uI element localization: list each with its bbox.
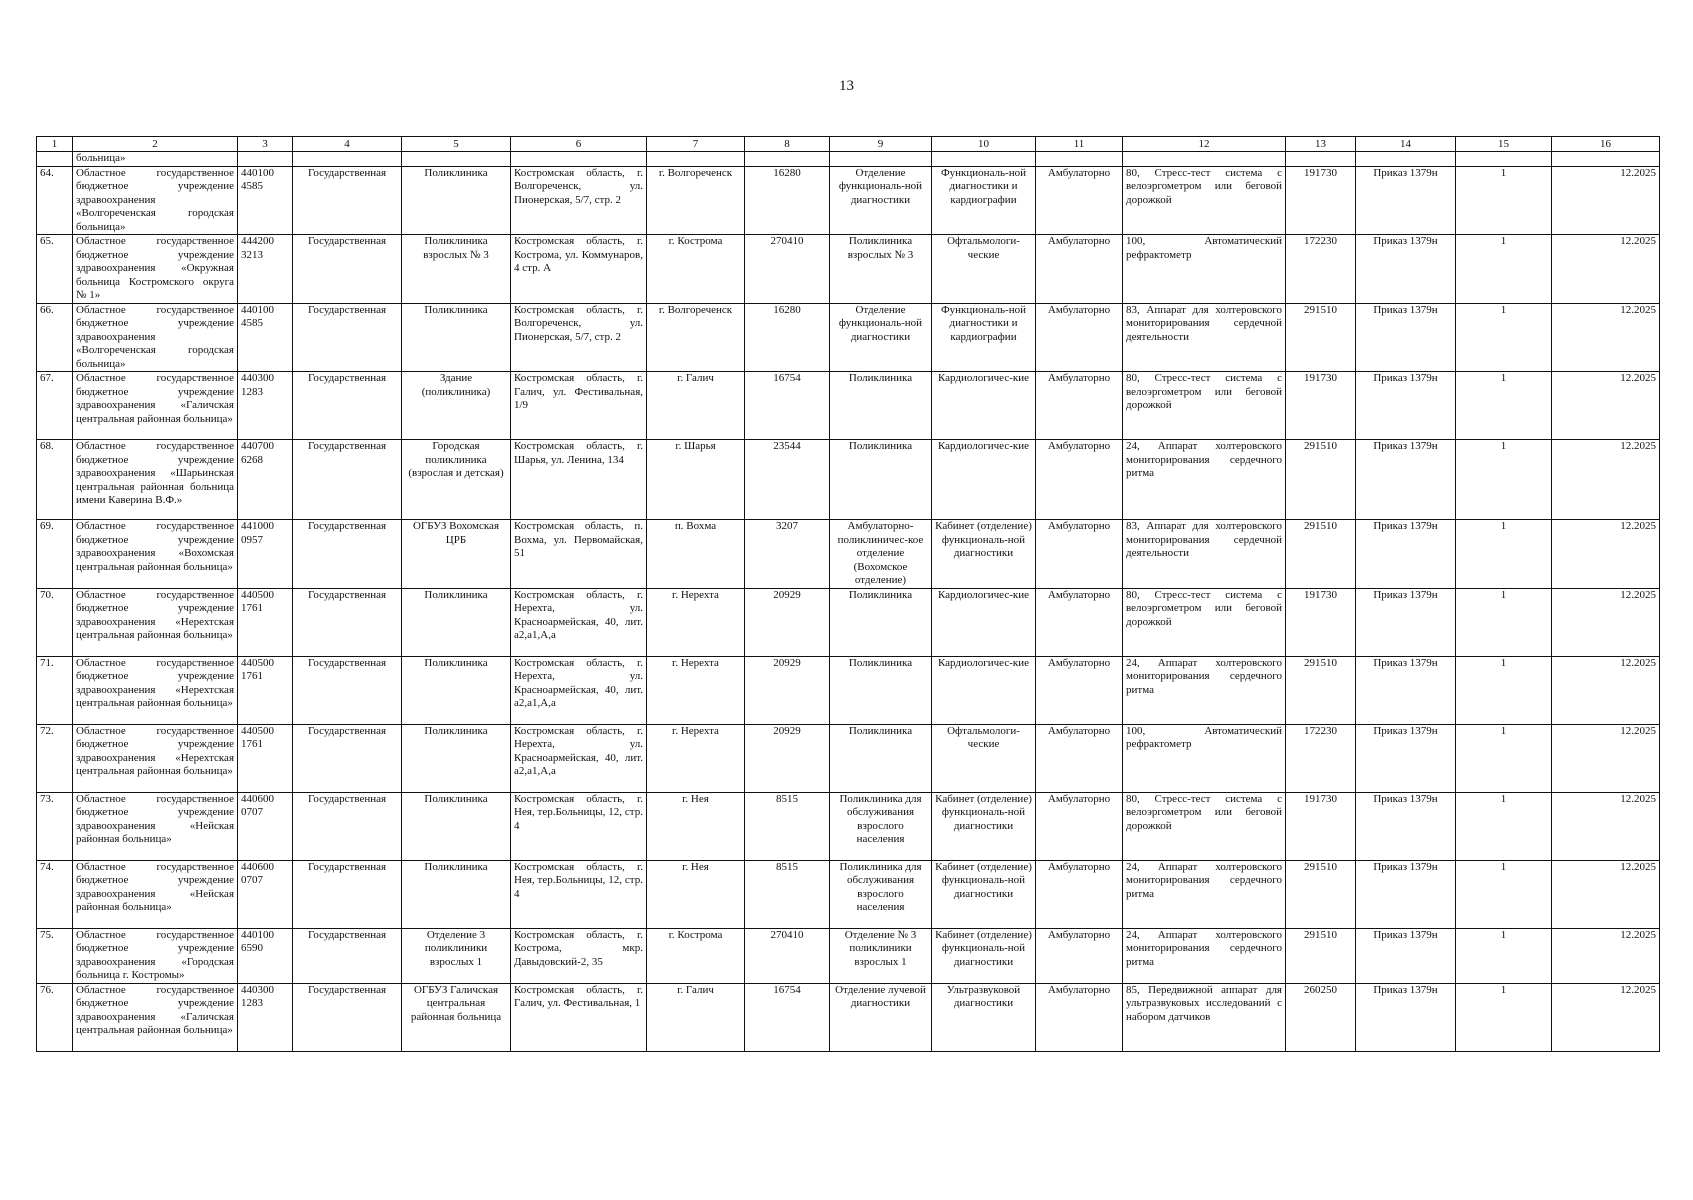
facility-unit: Поликлиника (402, 588, 511, 656)
settlement: г. Кострома (647, 235, 745, 304)
inn-code: 440600 0707 (238, 792, 293, 860)
facility-unit: Поликлиника (402, 860, 511, 928)
quantity: 1 (1456, 792, 1552, 860)
inn-code: 440100 4585 (238, 166, 293, 235)
care-condition: Амбулаторно (1036, 440, 1123, 520)
care-condition: Амбулаторно (1036, 983, 1123, 1051)
ownership-form: Государственная (293, 928, 402, 983)
delivery-date: 12.2025 (1552, 983, 1660, 1051)
column-number: 12 (1123, 137, 1286, 152)
oktmo-code: 16754 (745, 983, 830, 1051)
column-number-row (37, 137, 1660, 152)
column-number: 1 (37, 137, 73, 152)
equipment-item: 24, Аппарат холтеровского мониторирования сердечного ритма (1123, 656, 1286, 724)
delivery-date: 12.2025 (1552, 928, 1660, 983)
facility-address: Костромская область, г. Шарья, ул. Ленина, 134 (511, 440, 647, 520)
row-number: 65. (37, 235, 73, 304)
order-reference: Приказ 1379н (1356, 928, 1456, 983)
table-row (37, 303, 1660, 372)
equipment-item: 80, Стресс-тест система с велоэргометром или беговой дорожкой (1123, 792, 1286, 860)
care-condition: Амбулаторно (1036, 724, 1123, 792)
facility-unit: Поликлиника (402, 724, 511, 792)
table-row (37, 166, 1660, 235)
column-number: 5 (402, 137, 511, 152)
oktmo-code: 270410 (745, 235, 830, 304)
department-name: Поликлиника взрослых № 3 (830, 235, 932, 304)
ownership-form: Государственная (293, 520, 402, 589)
equipment-item: 24, Аппарат холтеровского мониторирования сердечного ритма (1123, 440, 1286, 520)
ownership-form: Государственная (293, 372, 402, 440)
care-condition: Амбулаторно (1036, 588, 1123, 656)
column-number: 10 (932, 137, 1036, 152)
row-number: 72. (37, 724, 73, 792)
oktmo-code: 23544 (745, 440, 830, 520)
facility-address: Костромская область, г. Галич, ул. Фестивальная, 1/9 (511, 372, 647, 440)
table-row (37, 235, 1660, 304)
department-name: Поликлиника для обслуживания взрослого населения (830, 860, 932, 928)
oktmo-code: 3207 (745, 520, 830, 589)
table-row (37, 656, 1660, 724)
equipment-code: 172230 (1286, 724, 1356, 792)
ownership-form: Государственная (293, 303, 402, 372)
equipment-code: 191730 (1286, 588, 1356, 656)
equipment-code: 291510 (1286, 656, 1356, 724)
quantity: 1 (1456, 520, 1552, 589)
column-number: 6 (511, 137, 647, 152)
quantity: 1 (1456, 440, 1552, 520)
facility-address: Костромская область, п. Вохма, ул. Первомайская, 51 (511, 520, 647, 589)
delivery-date: 12.2025 (1552, 520, 1660, 589)
inn-code: 440500 1761 (238, 724, 293, 792)
department-name: Поликлиника (830, 440, 932, 520)
inn-code: 440100 6590 (238, 928, 293, 983)
facility-address: Костромская область, г. Кострома, ул. Коммунаров, 4 стр. А (511, 235, 647, 304)
order-reference: Приказ 1379н (1356, 860, 1456, 928)
inn-code: 440100 4585 (238, 303, 293, 372)
oktmo-code: 8515 (745, 860, 830, 928)
settlement: г. Галич (647, 372, 745, 440)
column-number: 4 (293, 137, 402, 152)
oktmo-code: 20929 (745, 724, 830, 792)
medical-profile: Функциональ-ной диагностики и кардиографии (932, 303, 1036, 372)
equipment-item: 83, Аппарат для холтеровского мониторирования сердечной деятельности (1123, 520, 1286, 589)
row-number: 75. (37, 928, 73, 983)
equipment-item: 80, Стресс-тест система с велоэргометром или беговой дорожкой (1123, 588, 1286, 656)
oktmo-code: 20929 (745, 656, 830, 724)
settlement: г. Нея (647, 792, 745, 860)
quantity: 1 (1456, 928, 1552, 983)
organization-name: Областное государственное бюджетное учреждение здравоохранения «Волгореченская городская больница» (73, 303, 238, 372)
order-reference: Приказ 1379н (1356, 588, 1456, 656)
table-row (37, 588, 1660, 656)
order-reference: Приказ 1379н (1356, 372, 1456, 440)
settlement: г. Волгореченск (647, 166, 745, 235)
registry-table (36, 136, 1660, 1052)
facility-address: Костромская область, г. Нерехта, ул. Красноармейская, 40, лит. а2,а1,А,а (511, 656, 647, 724)
inn-code: 440300 1283 (238, 372, 293, 440)
department-name: Поликлиника для обслуживания взрослого населения (830, 792, 932, 860)
row-number: 74. (37, 860, 73, 928)
oktmo-code: 16280 (745, 303, 830, 372)
settlement: г. Шарья (647, 440, 745, 520)
department-name: Отделение функциональ-ной диагностики (830, 166, 932, 235)
column-number: 3 (238, 137, 293, 152)
column-number: 16 (1552, 137, 1660, 152)
medical-profile: Офтальмологи-ческие (932, 724, 1036, 792)
column-number: 8 (745, 137, 830, 152)
facility-unit: ОГБУЗ Галичская центральная районная больница (402, 983, 511, 1051)
quantity: 1 (1456, 983, 1552, 1051)
facility-address: Костромская область, г. Нерехта, ул. Красноармейская, 40, лит. а2,а1,А,а (511, 588, 647, 656)
row-number: 67. (37, 372, 73, 440)
delivery-date: 12.2025 (1552, 656, 1660, 724)
settlement: г. Нея (647, 860, 745, 928)
equipment-item: 80, Стресс-тест система с велоэргометром или беговой дорожкой (1123, 166, 1286, 235)
care-condition: Амбулаторно (1036, 303, 1123, 372)
column-number: 13 (1286, 137, 1356, 152)
inn-code: 440500 1761 (238, 656, 293, 724)
organization-name: Областное государственное бюджетное учреждение здравоохранения «Галичская центральная районная больница» (73, 983, 238, 1051)
ownership-form: Государственная (293, 860, 402, 928)
facility-unit: Отделение 3 поликлиники взрослых 1 (402, 928, 511, 983)
ownership-form: Государственная (293, 983, 402, 1051)
oktmo-code: 16280 (745, 166, 830, 235)
equipment-code: 191730 (1286, 372, 1356, 440)
row-number: 76. (37, 983, 73, 1051)
department-name: Амбулаторно-поликлиничес-кое отделение (Вохомское отделение) (830, 520, 932, 589)
oktmo-code: 8515 (745, 792, 830, 860)
medical-profile: Кардиологичес-кие (932, 588, 1036, 656)
facility-address: Костромская область, г. Галич, ул. Фестивальная, 1 (511, 983, 647, 1051)
ownership-form: Государственная (293, 588, 402, 656)
quantity: 1 (1456, 372, 1552, 440)
row-number: 73. (37, 792, 73, 860)
ownership-form: Государственная (293, 792, 402, 860)
order-reference: Приказ 1379н (1356, 656, 1456, 724)
equipment-code: 291510 (1286, 303, 1356, 372)
organization-name: Областное государственное бюджетное учреждение здравоохранения «Галичская центральная районная больница» (73, 372, 238, 440)
inn-code: 440600 0707 (238, 860, 293, 928)
column-number: 15 (1456, 137, 1552, 152)
facility-address: Костромская область, г. Нерехта, ул. Красноармейская, 40, лит. а2,а1,А,а (511, 724, 647, 792)
inn-code: 440700 6268 (238, 440, 293, 520)
page-number: 13 (839, 78, 854, 94)
delivery-date: 12.2025 (1552, 235, 1660, 304)
order-reference: Приказ 1379н (1356, 440, 1456, 520)
department-name: Поликлиника (830, 656, 932, 724)
column-number: 14 (1356, 137, 1456, 152)
facility-address: Костромская область, г. Нея, тер.Больницы, 12, стр. 4 (511, 860, 647, 928)
equipment-code: 260250 (1286, 983, 1356, 1051)
equipment-code: 291510 (1286, 440, 1356, 520)
settlement: г. Нерехта (647, 724, 745, 792)
table-row (37, 860, 1660, 928)
continuation-text: больница» (73, 152, 238, 167)
settlement: г. Нерехта (647, 656, 745, 724)
facility-address: Костромская область, г. Кострома, мкр. Давыдовский-2, 35 (511, 928, 647, 983)
organization-name: Областное государственное бюджетное учреждение здравоохранения «Нейская районная больница» (73, 792, 238, 860)
settlement: г. Нерехта (647, 588, 745, 656)
care-condition: Амбулаторно (1036, 656, 1123, 724)
organization-name: Областное государственное бюджетное учреждение здравоохранения «Нерехтская центральная районная больница» (73, 588, 238, 656)
column-number: 7 (647, 137, 745, 152)
delivery-date: 12.2025 (1552, 792, 1660, 860)
facility-unit: Поликлиника (402, 303, 511, 372)
row-number: 71. (37, 656, 73, 724)
facility-unit: Поликлиника (402, 166, 511, 235)
order-reference: Приказ 1379н (1356, 166, 1456, 235)
settlement: п. Вохма (647, 520, 745, 589)
delivery-date: 12.2025 (1552, 440, 1660, 520)
table-row (37, 440, 1660, 520)
row-number: 66. (37, 303, 73, 372)
ownership-form: Государственная (293, 440, 402, 520)
equipment-item: 24, Аппарат холтеровского мониторирования сердечного ритма (1123, 928, 1286, 983)
equipment-item: 83, Аппарат для холтеровского мониторирования сердечной деятельности (1123, 303, 1286, 372)
inn-code: 441000 0957 (238, 520, 293, 589)
medical-profile: Кабинет (отделение) функциональ-ной диагностики (932, 792, 1036, 860)
equipment-code: 191730 (1286, 166, 1356, 235)
order-reference: Приказ 1379н (1356, 983, 1456, 1051)
care-condition: Амбулаторно (1036, 166, 1123, 235)
care-condition: Амбулаторно (1036, 235, 1123, 304)
equipment-code: 291510 (1286, 928, 1356, 983)
organization-name: Областное государственное бюджетное учреждение здравоохранения «Вохомская центральная районная больница» (73, 520, 238, 589)
order-reference: Приказ 1379н (1356, 235, 1456, 304)
inn-code: 440500 1761 (238, 588, 293, 656)
quantity: 1 (1456, 588, 1552, 656)
continuation-row (37, 152, 1660, 167)
table-row (37, 983, 1660, 1051)
quantity: 1 (1456, 724, 1552, 792)
medical-profile: Кабинет (отделение) функциональ-ной диагностики (932, 860, 1036, 928)
column-number: 11 (1036, 137, 1123, 152)
facility-address: Костромская область, г. Волгореченск, ул. Пионерская, 5/7, стр. 2 (511, 166, 647, 235)
department-name: Поликлиника (830, 724, 932, 792)
quantity: 1 (1456, 656, 1552, 724)
quantity: 1 (1456, 860, 1552, 928)
equipment-item: 100, Автоматический рефрактометр (1123, 724, 1286, 792)
delivery-date: 12.2025 (1552, 166, 1660, 235)
column-number: 9 (830, 137, 932, 152)
organization-name: Областное государственное бюджетное учреждение здравоохранения «Шарьинская центральная районная больница имени Каверина В.Ф.» (73, 440, 238, 520)
row-number: 69. (37, 520, 73, 589)
row-number: 64. (37, 166, 73, 235)
equipment-code: 291510 (1286, 860, 1356, 928)
settlement: г. Галич (647, 983, 745, 1051)
care-condition: Амбулаторно (1036, 520, 1123, 589)
facility-address: Костромская область, г. Нея, тер.Больницы, 12, стр. 4 (511, 792, 647, 860)
ownership-form: Государственная (293, 166, 402, 235)
row-number: 68. (37, 440, 73, 520)
row-number: 70. (37, 588, 73, 656)
delivery-date: 12.2025 (1552, 303, 1660, 372)
inn-code: 440300 1283 (238, 983, 293, 1051)
equipment-item: 100, Автоматический рефрактометр (1123, 235, 1286, 304)
order-reference: Приказ 1379н (1356, 303, 1456, 372)
delivery-date: 12.2025 (1552, 724, 1660, 792)
oktmo-code: 16754 (745, 372, 830, 440)
facility-unit: Поликлиника взрослых № 3 (402, 235, 511, 304)
medical-profile: Кабинет (отделение) функциональ-ной диагностики (932, 928, 1036, 983)
facility-unit: ОГБУЗ Вохомская ЦРБ (402, 520, 511, 589)
medical-profile: Офтальмологи-ческие (932, 235, 1036, 304)
inn-code: 444200 3213 (238, 235, 293, 304)
care-condition: Амбулаторно (1036, 792, 1123, 860)
delivery-date: 12.2025 (1552, 372, 1660, 440)
facility-address: Костромская область, г. Волгореченск, ул. Пионерская, 5/7, стр. 2 (511, 303, 647, 372)
facility-unit: Поликлиника (402, 792, 511, 860)
organization-name: Областное государственное бюджетное учреждение здравоохранения «Городская больница г. Костромы» (73, 928, 238, 983)
ownership-form: Государственная (293, 656, 402, 724)
care-condition: Амбулаторно (1036, 860, 1123, 928)
order-reference: Приказ 1379н (1356, 792, 1456, 860)
quantity: 1 (1456, 303, 1552, 372)
equipment-code: 191730 (1286, 792, 1356, 860)
delivery-date: 12.2025 (1552, 588, 1660, 656)
facility-unit: Городская поликлиника (взрослая и детская) (402, 440, 511, 520)
department-name: Отделение № 3 поликлиники взрослых 1 (830, 928, 932, 983)
organization-name: Областное государственное бюджетное учреждение здравоохранения «Нерехтская центральная районная больница» (73, 656, 238, 724)
medical-profile: Функциональ-ной диагностики и кардиографии (932, 166, 1036, 235)
medical-profile: Ультразвуковой диагностики (932, 983, 1036, 1051)
care-condition: Амбулаторно (1036, 928, 1123, 983)
facility-unit: Здание (поликлиника) (402, 372, 511, 440)
organization-name: Областное государственное бюджетное учреждение здравоохранения «Волгореченская городская больница» (73, 166, 238, 235)
organization-name: Областное государственное бюджетное учреждение здравоохранения «Нейская районная больница» (73, 860, 238, 928)
department-name: Поликлиника (830, 372, 932, 440)
quantity: 1 (1456, 235, 1552, 304)
care-condition: Амбулаторно (1036, 372, 1123, 440)
equipment-item: 24, Аппарат холтеровского мониторирования сердечного ритма (1123, 860, 1286, 928)
order-reference: Приказ 1379н (1356, 724, 1456, 792)
table-row (37, 724, 1660, 792)
medical-profile: Кардиологичес-кие (932, 372, 1036, 440)
table-row (37, 520, 1660, 589)
equipment-code: 291510 (1286, 520, 1356, 589)
column-number: 2 (73, 137, 238, 152)
equipment-item: 85, Передвижной аппарат для ультразвуковых исследований с набором датчиков (1123, 983, 1286, 1051)
table-row (37, 792, 1660, 860)
medical-profile: Кабинет (отделение) функциональ-ной диагностики (932, 520, 1036, 589)
order-reference: Приказ 1379н (1356, 520, 1456, 589)
department-name: Отделение функциональ-ной диагностики (830, 303, 932, 372)
ownership-form: Государственная (293, 724, 402, 792)
equipment-code: 172230 (1286, 235, 1356, 304)
oktmo-code: 270410 (745, 928, 830, 983)
department-name: Отделение лучевой диагностики (830, 983, 932, 1051)
settlement: г. Кострома (647, 928, 745, 983)
ownership-form: Государственная (293, 235, 402, 304)
table-row (37, 928, 1660, 983)
table-row (37, 372, 1660, 440)
settlement: г. Волгореченск (647, 303, 745, 372)
quantity: 1 (1456, 166, 1552, 235)
oktmo-code: 20929 (745, 588, 830, 656)
facility-unit: Поликлиника (402, 656, 511, 724)
department-name: Поликлиника (830, 588, 932, 656)
organization-name: Областное государственное бюджетное учреждение здравоохранения «Нерехтская центральная районная больница» (73, 724, 238, 792)
organization-name: Областное государственное бюджетное учреждение здравоохранения «Окружная больница Костромского округа № 1» (73, 235, 238, 304)
medical-profile: Кардиологичес-кие (932, 440, 1036, 520)
medical-profile: Кардиологичес-кие (932, 656, 1036, 724)
equipment-item: 80, Стресс-тест система с велоэргометром или беговой дорожкой (1123, 372, 1286, 440)
delivery-date: 12.2025 (1552, 860, 1660, 928)
